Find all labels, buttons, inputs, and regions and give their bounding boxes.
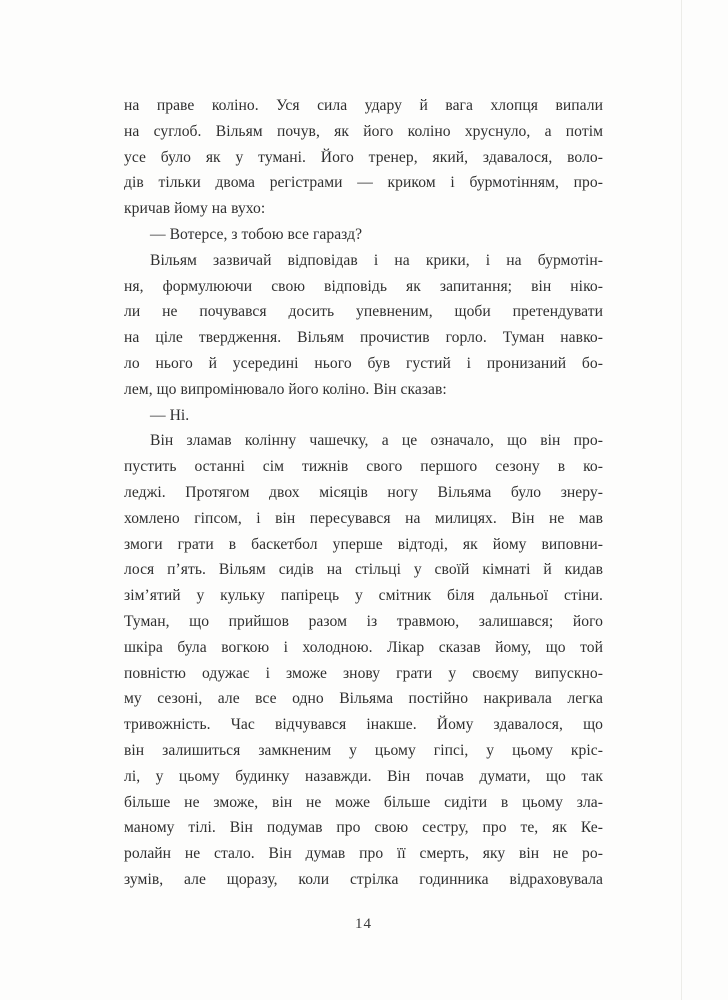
scan-page-edge [681, 0, 682, 1000]
text-line: він залишиться замкненим у цьому гіпсі, у цьому кріс- [124, 741, 603, 759]
text-line: тривожність. Час відчувався інакше. Йому здавалося, що [124, 716, 603, 734]
text-line: змоги грати в баскетбол уперше відтоді, як йому виповни- [124, 535, 603, 553]
text-line: пустить останні сім тижнів свого першого сезону в ко- [124, 458, 603, 476]
text-line: кричав йому на вухо: [124, 200, 266, 218]
text-line: — Вотерсе, з тобою все гаразд? [150, 225, 363, 243]
text-line: леджі. Протягом двох місяців ногу Вільяма було знеру- [124, 483, 603, 501]
text-line: ло нього й усередині нього був густий і пронизаний бо- [124, 354, 603, 372]
text-line: на праве коліно. Уся сила удару й вага хлопця випали [124, 97, 603, 114]
text-line: повністю одужає і зможе знову грати у своєму випускно- [124, 664, 603, 682]
page-text [124, 93, 603, 938]
text-line: Він зламав колінну чашечку, а це означало, що він про- [150, 432, 603, 450]
text-line: зумів, але щоразу, коли стрілка годинника відраховувала [124, 870, 603, 888]
text-line: му сезоні, але все одно Вільяма постійно накривала легка [124, 690, 603, 708]
page-number: 14 [355, 915, 372, 932]
text-line: маному тілі. Він подумав про свою сестру, про те, як Ке- [124, 819, 603, 837]
text-line: ня, формулюючи свою відповідь як запитання; він ніко- [124, 277, 603, 295]
text-line: ли не почувався досить упевненим, щоби претендувати [124, 303, 603, 321]
text-line: — Ні. [150, 406, 190, 424]
text-line: лем, що випромінювало його коліно. Він сказав: [124, 380, 447, 398]
text-line: більше не зможе, він не може більше сидіти в цьому зла- [124, 793, 603, 811]
text-line: лі, у цьому будинку назавжди. Він почав думати, що так [124, 767, 603, 785]
text-line: шкіра була вогкою і холодною. Лікар сказав йому, що той [124, 638, 603, 656]
text-line: усе було як у тумані. Його тренер, який, здавалося, воло- [124, 148, 603, 166]
text-line: на суглоб. Вільям почув, як його коліно хруснуло, а потім [124, 122, 603, 140]
text-line: лося п’ять. Вільям сидів на стільці у своїй кімнаті й кидав [124, 561, 603, 579]
text-line: дів тільки двома регістрами — криком і бурмотінням, про- [124, 174, 603, 192]
text-line: Вільям зазвичай відповідав і на крики, і на бурмотін- [150, 251, 603, 269]
text-line: хомлено гіпсом, і він пересувався на милицях. Він не мав [124, 509, 603, 527]
text-line: Туман, що прийшов разом із травмою, залишався; його [124, 612, 603, 630]
text-line: на ціле твердження. Вільям прочистив горло. Туман навко- [124, 329, 603, 347]
text-line: зім’ятий у кульку папірець у смітник біля дальньої стіни. [124, 587, 603, 605]
text-line: ролайн не стало. Він думав про її смерть, яку він не ро- [124, 845, 603, 863]
